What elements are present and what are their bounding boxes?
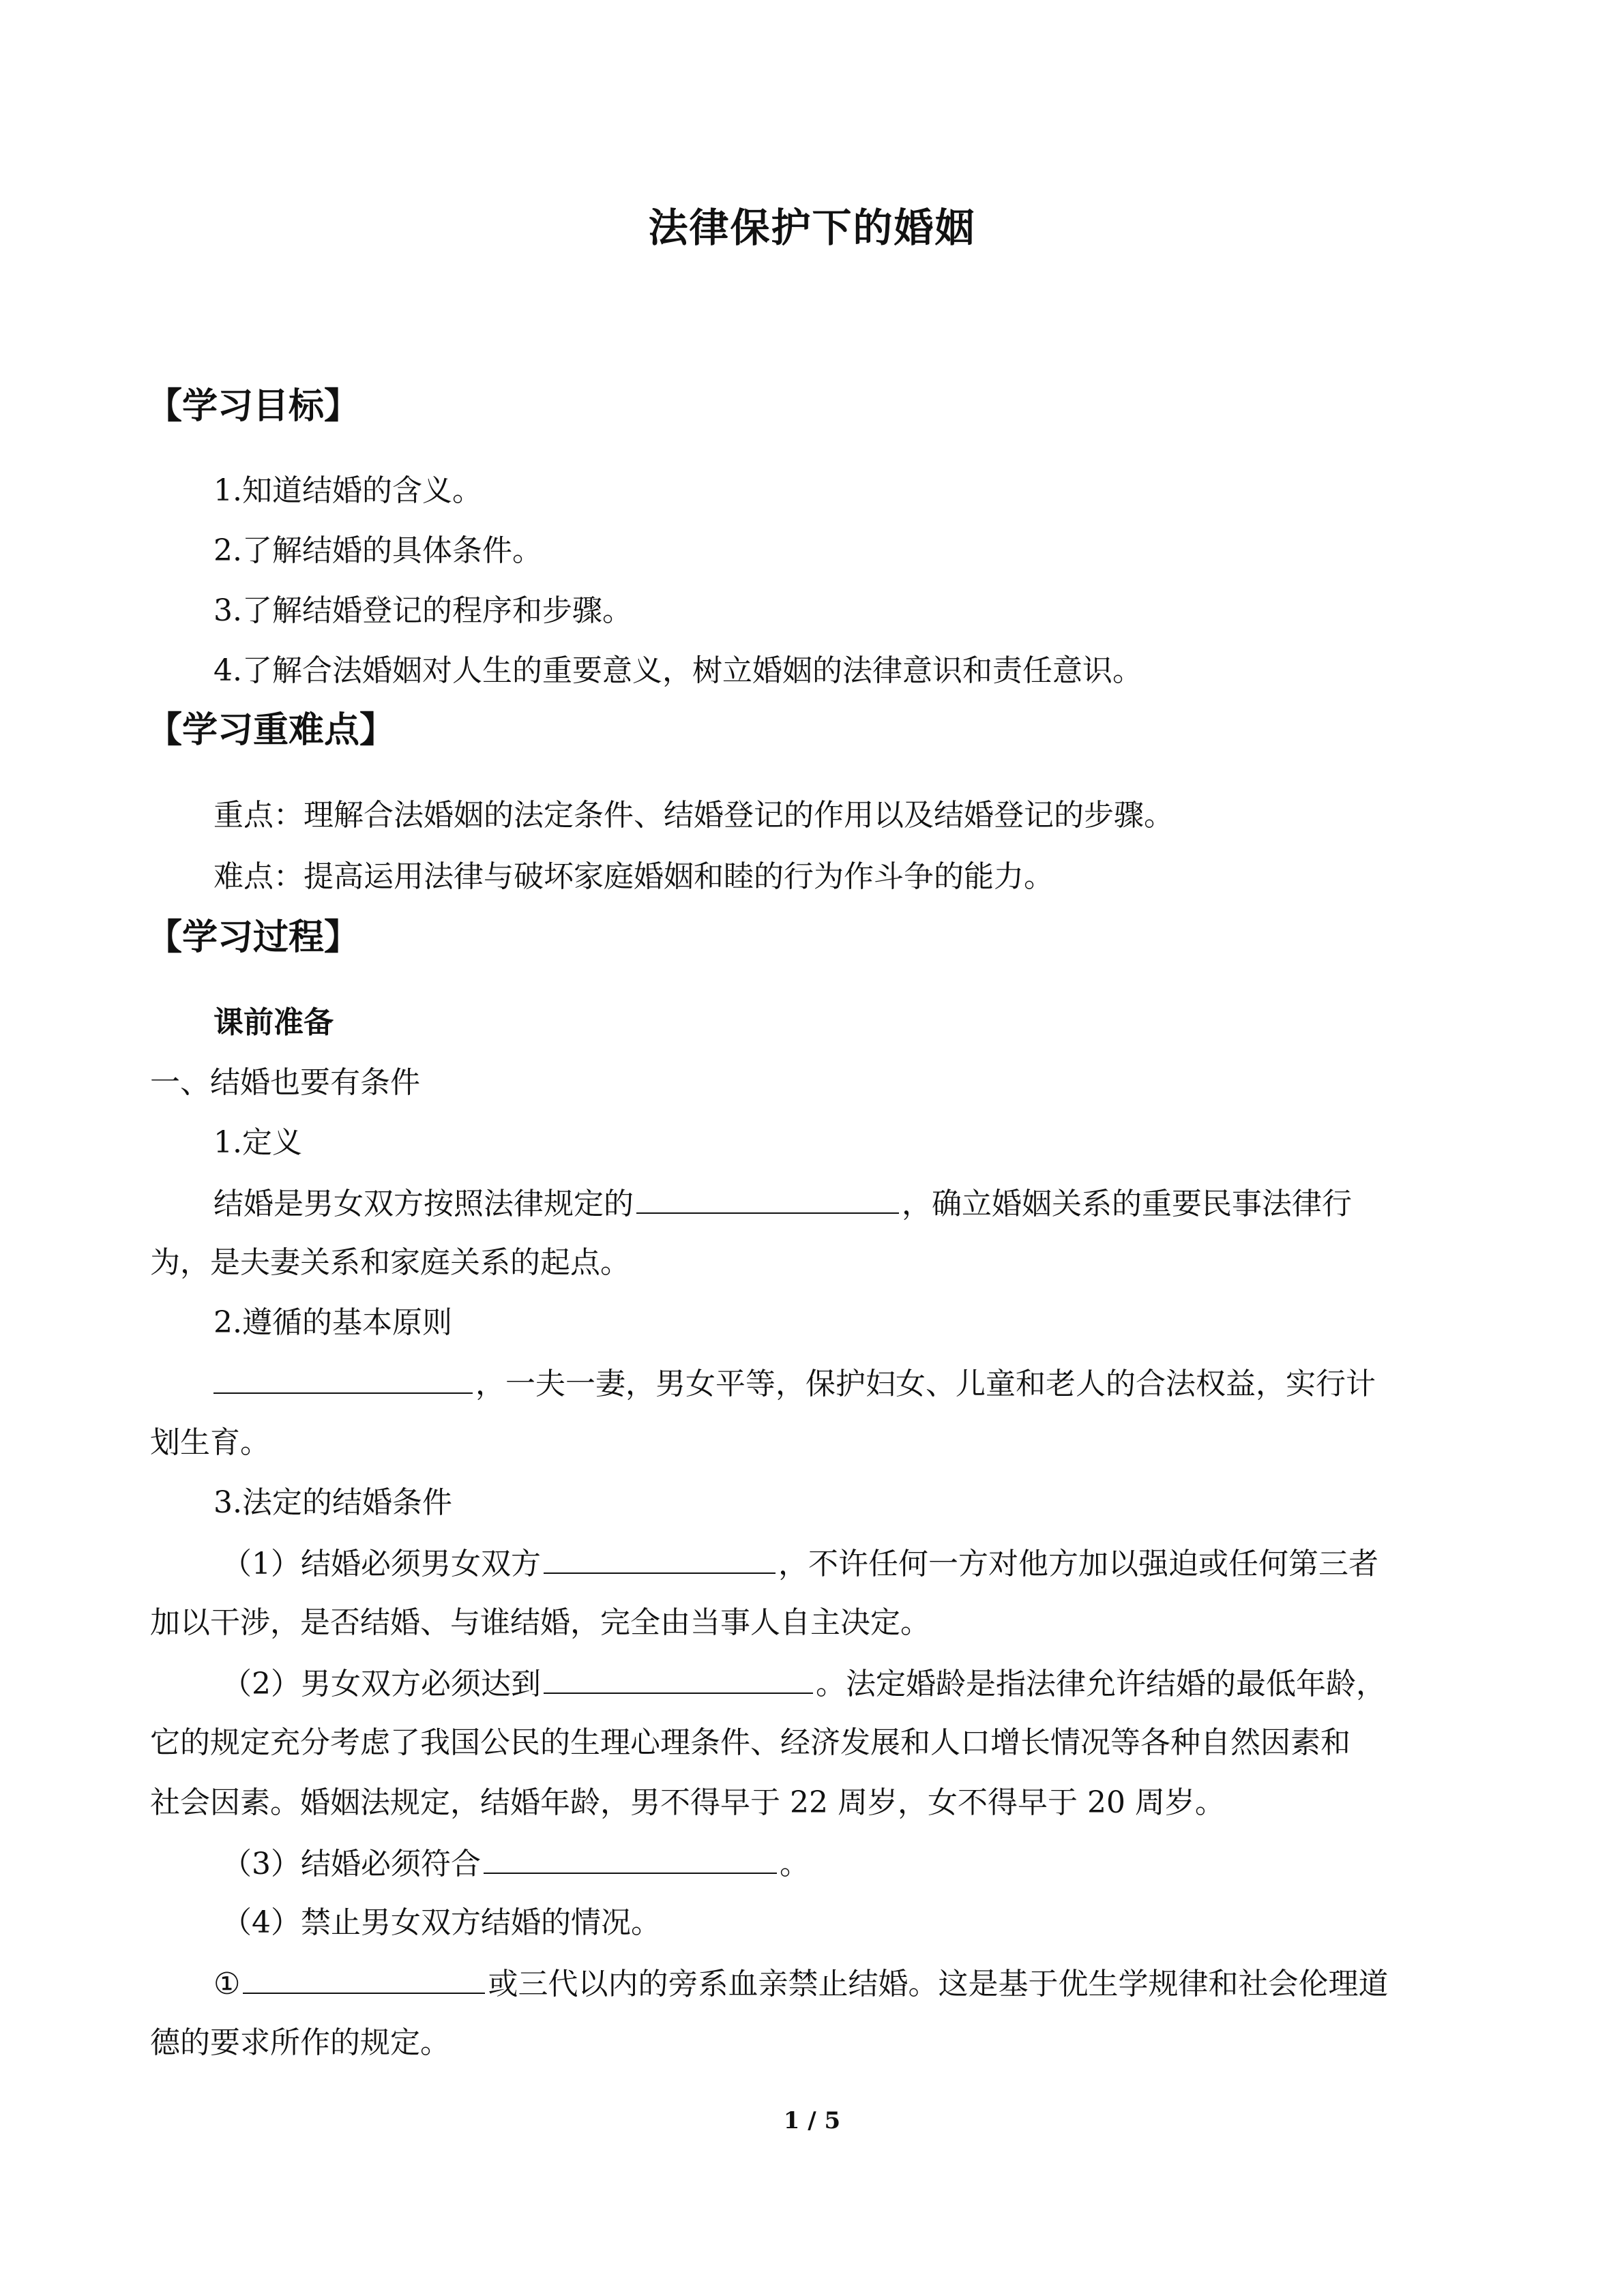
condition-3-text-end: 。	[780, 1847, 810, 1881]
condition-1-text-start: （1）结婚必须男女双方	[222, 1547, 541, 1581]
key-point-difficulty: 难点：提高运用法律与破坏家庭婚姻和睦的行为作斗争的能力。	[213, 859, 1054, 894]
condition-1-line	[222, 1545, 1378, 1583]
condition-4-line: （4）禁止男女双方结婚的情况。	[222, 1905, 661, 1940]
definition-title: 1.定义	[213, 1125, 302, 1160]
objective-item: 2.了解结婚的具体条件。	[213, 533, 542, 568]
principle-text: ，一夫一妻，男女平等，保护妇女、儿童和老人的合法权益，实行计	[475, 1367, 1376, 1401]
fill-blank[interactable]	[636, 1185, 899, 1214]
condition-2-line-2: 它的规定充分考虑了我国公民的生理心理条件、经济发展和人口增长情况等各种自然因素和	[150, 1725, 1350, 1760]
page-title: 法律保护下的婚姻	[648, 205, 976, 251]
part-title: 一、结婚也要有条件	[150, 1065, 420, 1100]
objective-item: 4.了解合法婚姻对人生的重要意义，树立婚姻的法律意识和责任意识。	[213, 653, 1142, 688]
prohibition-item-line	[213, 1965, 1388, 2003]
key-point-focus: 重点：理解合法婚姻的法定条件、结婚登记的作用以及结婚登记的步骤。	[213, 798, 1174, 833]
principle-title: 2.遵循的基本原则	[213, 1305, 452, 1340]
condition-2-line	[222, 1665, 1386, 1703]
fill-blank[interactable]	[544, 1665, 813, 1694]
objective-item: 1.知道结婚的含义。	[213, 473, 482, 508]
definition-text-start: 结婚是男女双方按照法律规定的	[213, 1187, 634, 1221]
definition-line	[213, 1185, 1352, 1223]
fill-blank[interactable]	[484, 1845, 777, 1874]
fill-blank[interactable]	[544, 1545, 776, 1574]
condition-3-line	[222, 1845, 810, 1883]
condition-2-text-end: 。法定婚龄是指法律允许结婚的最低年龄，	[816, 1667, 1386, 1701]
objective-item: 3.了解结婚登记的程序和步骤。	[213, 593, 632, 628]
principle-line	[213, 1365, 1376, 1403]
section-heading-key-points: 【学习重难点】	[147, 709, 396, 751]
prohibition-item-text: 或三代以内的旁系血亲禁止结婚。这是基于优生学规律和社会伦理道	[488, 1967, 1389, 2001]
condition-2-text-start: （2）男女双方必须达到	[222, 1667, 541, 1701]
fill-blank[interactable]	[243, 1965, 485, 1994]
condition-3-text-start: （3）结婚必须符合	[222, 1847, 481, 1881]
page-number: 1 / 5	[783, 2107, 841, 2134]
definition-line-2: 为，是夫妻关系和家庭关系的起点。	[150, 1245, 630, 1280]
section-heading-process: 【学习过程】	[147, 916, 360, 958]
prohibition-item-line-2: 德的要求所作的规定。	[150, 2025, 450, 2060]
condition-2-line-3: 社会因素。婚姻法规定，结婚年龄，男不得早于 22 周岁，女不得早于 20 周岁。	[150, 1785, 1225, 1820]
principle-line-2: 划生育。	[150, 1425, 270, 1460]
prep-label: 课前准备	[213, 1005, 334, 1040]
fill-blank[interactable]	[213, 1365, 473, 1394]
condition-1-line-2: 加以干涉，是否结婚、与谁结婚，完全由当事人自主决定。	[150, 1605, 930, 1640]
conditions-title: 3.法定的结婚条件	[213, 1485, 452, 1520]
condition-1-text-end: ，不许任何一方对他方加以强迫或任何第三者	[778, 1547, 1378, 1581]
circled-number-1: ①	[213, 1967, 241, 2001]
section-heading-objectives: 【学习目标】	[147, 385, 360, 427]
definition-text-end: ，确立婚姻关系的重要民事法律行	[902, 1187, 1352, 1221]
